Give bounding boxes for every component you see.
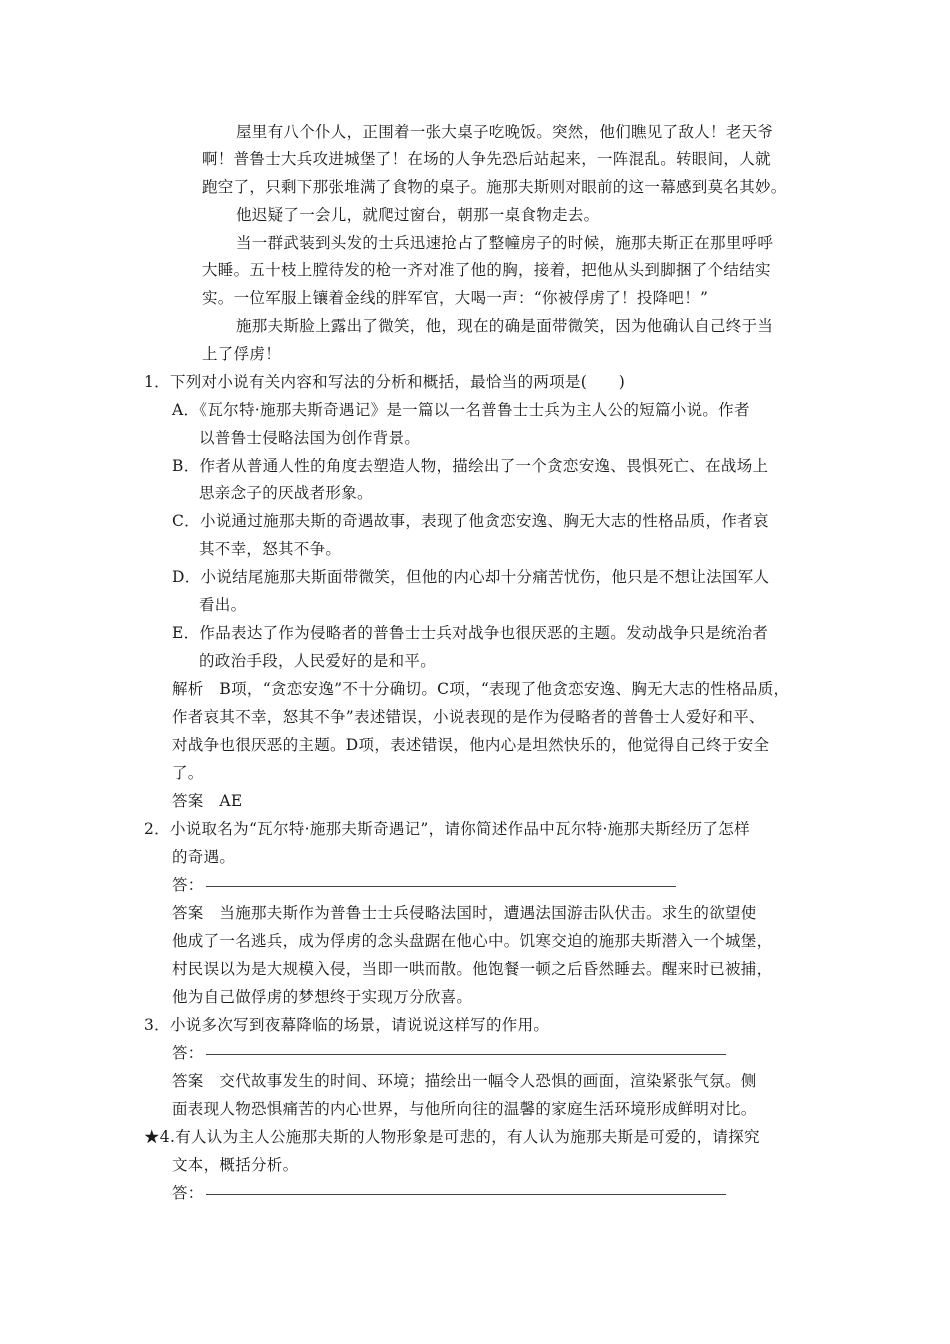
q1-option-b-line2: 思亲念子的厌战者形象。 — [199, 484, 373, 502]
q4-answer-blank[interactable] — [206, 1193, 726, 1195]
q2-answer-prompt: 答： — [172, 876, 204, 894]
q2-answer-blank[interactable] — [206, 885, 676, 887]
q4-stem-line2: 文本，概括分析。 — [172, 1156, 299, 1174]
q3-answer-prompt: 答： — [172, 1044, 204, 1062]
q2-stem-line1: 2．小说取名为“瓦尔特·施那夫斯奇遇记”，请你简述作品中瓦尔特·施那夫斯经历了怎样 — [144, 820, 750, 838]
q3-answer-line1: 答案 交代故事发生的时间、环境；描绘出一幅令人恐惧的画面，渲染紧张气氛。侧 — [172, 1072, 757, 1090]
q2-answer-row — [172, 875, 676, 895]
q2-answer-line2: 他成了一名逃兵，成为俘虏的念头盘踞在他心中。饥寒交迫的施那夫斯潜入一个城堡， — [172, 932, 773, 950]
passage-p4-line1: 施那夫斯脸上露出了微笑，他，现在的确是面带微笑，因为他确认自己终于当 — [236, 317, 774, 335]
q1-option-e-line2: 的政治手段，人民爱好的是和平。 — [199, 652, 437, 670]
q1-option-c-line2: 其不幸，怒其不争。 — [199, 540, 342, 558]
q4-stem-line1: ★4.有人认为主人公施那夫斯的人物形象是可悲的，有人认为施那夫斯是可爱的，请探究 — [144, 1128, 760, 1146]
q3-stem: 3．小说多次写到夜幕降临的场景，请说说这样写的作用。 — [144, 1016, 550, 1034]
q1-option-a-line1: A．《瓦尔特·施那夫斯奇遇记》是一篇以一名普鲁士士兵为主人公的短篇小说。作者 — [172, 401, 750, 419]
passage-p2-line1: 他迟疑了一会儿，就爬过窗台，朝那一桌食物走去。 — [236, 206, 600, 224]
q1-option-d-line2: 看出。 — [199, 596, 247, 614]
q1-answer: 答案 AE — [172, 792, 243, 810]
q1-option-e-line1: E．作品表达了作为侵略者的普鲁士士兵对战争也很厌恶的主题。发动战争只是统治者 — [172, 624, 769, 642]
q4-answer-prompt: 答： — [172, 1184, 204, 1202]
q3-answer-line2: 面表现人物恐惧痛苦的内心世界，与他所向往的温馨的家庭生活环境形成鲜明对比。 — [172, 1100, 757, 1118]
q1-analysis-line1: 解析 B项，“贪恋安逸”不十分确切。C项，“表现了他贪恋安逸、胸无大志的性格品质， — [172, 680, 790, 698]
q1-analysis-line2: 作者哀其不幸，怒其不争”表述错误，小说表现的是作为侵略者的普鲁士人爱好和平、 — [172, 708, 765, 726]
q1-option-a-line2: 以普鲁士侵略法国为创作背景。 — [199, 429, 421, 447]
q4-answer-row — [172, 1183, 726, 1203]
q1-analysis-line3: 对战争也很厌恶的主题。D项，表述错误，他内心是坦然快乐的，他觉得自己终于安全 — [172, 736, 770, 754]
q1-option-d-line1: D．小说结尾施那夫斯面带微笑，但他的内心却十分痛苦忧伤，他只是不想让法国军人 — [172, 568, 770, 586]
passage-p1-line3: 跑空了，只剩下那张堆满了食物的桌子。施那夫斯则对眼前的这一幕感到莫名其妙。 — [202, 178, 787, 196]
passage-p1-line1: 屋里有八个仆人，正围着一张大桌子吃晚饭。突然，他们瞧见了敌人！老天爷 — [236, 123, 774, 141]
passage-p3-line2: 大睡。五十枝上膛待发的枪一齐对准了他的胸，接着，把他从头到脚捆了个结结实 — [202, 261, 771, 279]
q1-option-c-line1: C．小说通过施那夫斯的奇遇故事，表现了他贪恋安逸、胸无大志的性格品质，作者哀 — [172, 512, 769, 530]
q2-answer-line3: 村民误以为是大规模入侵，当即一哄而散。他饱餐一顿之后昏然睡去。醒来时已被捕， — [172, 960, 773, 978]
passage-p4-line2: 上了俘虏！ — [202, 345, 282, 363]
q2-answer-line1: 答案 当施那夫斯作为普鲁士士兵侵略法国时，遭遇法国游击队伏击。求生的欲望使 — [172, 904, 757, 922]
q1-stem: 1．下列对小说有关内容和写法的分析和概括，最恰当的两项是( ) — [144, 373, 626, 391]
passage-p1-line2: 啊！普鲁士大兵攻进城堡了！在场的人争先恐后站起来，一阵混乱。转眼间，人就 — [202, 150, 771, 168]
q3-answer-row — [172, 1043, 726, 1063]
passage-p3-line1: 当一群武装到头发的士兵迅速抢占了整幢房子的时候，施那夫斯正在那里呼呼 — [236, 234, 774, 252]
q2-answer-line4: 他为自己做俘虏的梦想终于实现万分欣喜。 — [172, 988, 473, 1006]
q2-stem-line2: 的奇遇。 — [172, 848, 236, 866]
q3-answer-blank[interactable] — [206, 1053, 726, 1055]
passage-p3-line3: 实。一位军服上镶着金线的胖军官，大喝一声：“你被俘虏了！投降吧！” — [202, 289, 709, 307]
q1-option-b-line1: B．作者从普通人性的角度去塑造人物，描绘出了一个贪恋安逸、畏惧死亡、在战场上 — [172, 457, 769, 475]
q1-analysis-line4: 了。 — [172, 764, 204, 782]
